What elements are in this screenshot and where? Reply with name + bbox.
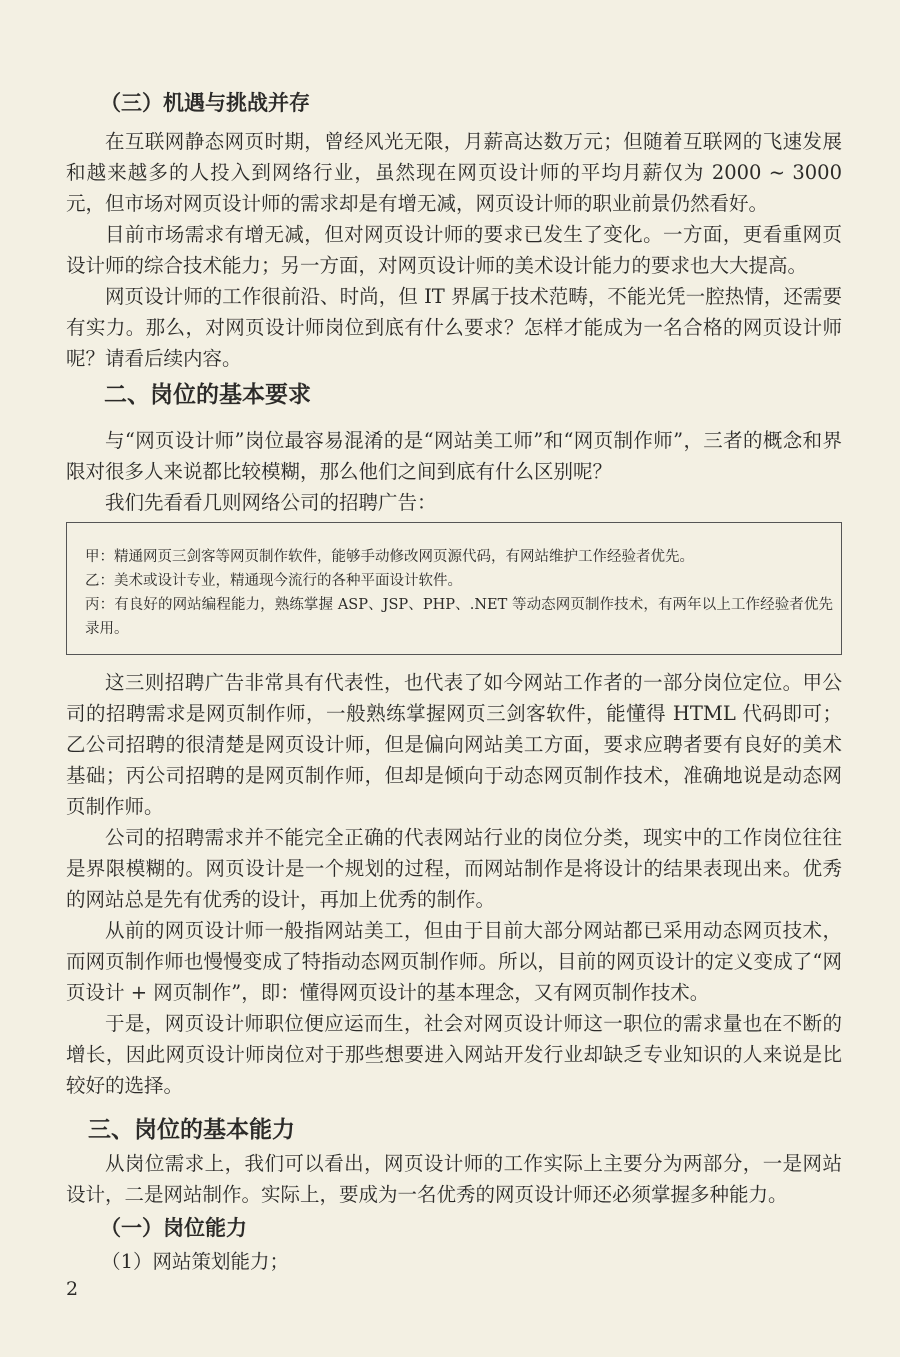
section-opportunity-body (66, 126, 842, 374)
paragraph: 从岗位需求上，我们可以看出，网页设计师的工作实际上主要分为两部分，一是网站设计，二是网站制作。实际上，要成为一名优秀的网页设计师还必须掌握多种能力。 (66, 1152, 842, 1206)
ability-item (66, 1246, 842, 1277)
paragraph: 从前的网页设计师一般指网站美工，但由于目前大部分网站都已采用动态网页技术，而网页制作师也慢慢变成了特指动态网页制作师。所以，目前的网页设计的定义变成了“网页设计 + 网页制作”，即：懂得网页设计的基本理念，又有网页制作技术。 (66, 919, 842, 1004)
page-number: 2 (66, 1278, 79, 1300)
job-ad-bing: 丙：有良好的网站编程能力，熟练掌握 ASP、JSP、PHP、.NET 等动态网页制作技术，有两年以上工作经验者优先录用。 (85, 597, 833, 637)
subheading-position-abilities: （一）岗位能力 (100, 1216, 247, 1240)
paragraph: 目前市场需求有增无减，但对网页设计师的要求已发生了变化。一方面，更看重网页设计师的综合技术能力；另一方面，对网页设计师的美术设计能力的要求也大大提高。 (66, 223, 842, 277)
section-heading-opportunity: （三）机遇与挑战并存 (100, 91, 310, 115)
section-requirements-analysis (66, 667, 842, 1101)
section-heading-abilities: 三、岗位的基本能力 (88, 1117, 295, 1143)
paragraph: 在互联网静态网页时期，曾经风光无限，月薪高达数万元；但随着互联网的飞速发展和越来越多的人投入到网络行业，虽然现在网页设计师的平均月薪仅为 2000 ~ 3000 元，但市场对网页设计师的需求却是有增无减，网页设计师的职业前景仍然看好。 (66, 130, 842, 215)
paragraph: 这三则招聘广告非常具有代表性，也代表了如今网站工作者的一部分岗位定位。甲公司的招聘需求是网页制作师，一般熟练掌握网页三剑客软件，能懂得 HTML 代码即可；乙公司招聘的很清楚是网页设计师，但是偏向网站美工方面，要求应聘者要有良好的美术基础；丙公司招聘的是网页制作师，但却是倾向于动态网页制作技术，准确地说是动态网页制作师。 (66, 671, 842, 818)
job-ads-box (66, 522, 842, 655)
paragraph: 于是，网页设计师职位便应运而生，社会对网页设计师这一职位的需求量也在不断的增长，因此网页设计师岗位对于那些想要进入网站开发行业却缺乏专业知识的人来说是比较好的选择。 (66, 1012, 842, 1097)
section-requirements-intro (66, 425, 842, 518)
section-heading-requirements: 二、岗位的基本要求 (104, 382, 311, 408)
paragraph: 网页设计师的工作很前沿、时尚，但 IT 界属于技术范畴，不能光凭一腔热情，还需要有实力。那么，对网页设计师岗位到底有什么要求？怎样才能成为一名合格的网页设计师呢？请看后续内容。 (66, 285, 842, 370)
paragraph: 与“网页设计师”岗位最容易混淆的是“网站美工师”和“网页制作师”，三者的概念和界限对很多人来说都比较模糊，那么他们之间到底有什么区别呢？ (66, 429, 842, 483)
paragraph: 我们先看看几则网络公司的招聘广告： (105, 491, 437, 514)
section-abilities-body (66, 1148, 842, 1210)
paragraph: 公司的招聘需求并不能完全正确的代表网站行业的岗位分类，现实中的工作岗位往往是界限模糊的。网页设计是一个规划的过程，而网站制作是将设计的结果表现出来。优秀的网站总是先有优秀的设计，再加上优秀的制作。 (66, 826, 842, 911)
job-ad-jia: 甲：精通网页三剑客等网页制作软件，能够手动修改网页源代码，有网站维护工作经验者优先。 (85, 549, 694, 565)
job-ad-yi: 乙：美术或设计专业，精通现今流行的各种平面设计软件。 (85, 573, 462, 589)
list-item: （1）网站策划能力； (101, 1250, 290, 1273)
